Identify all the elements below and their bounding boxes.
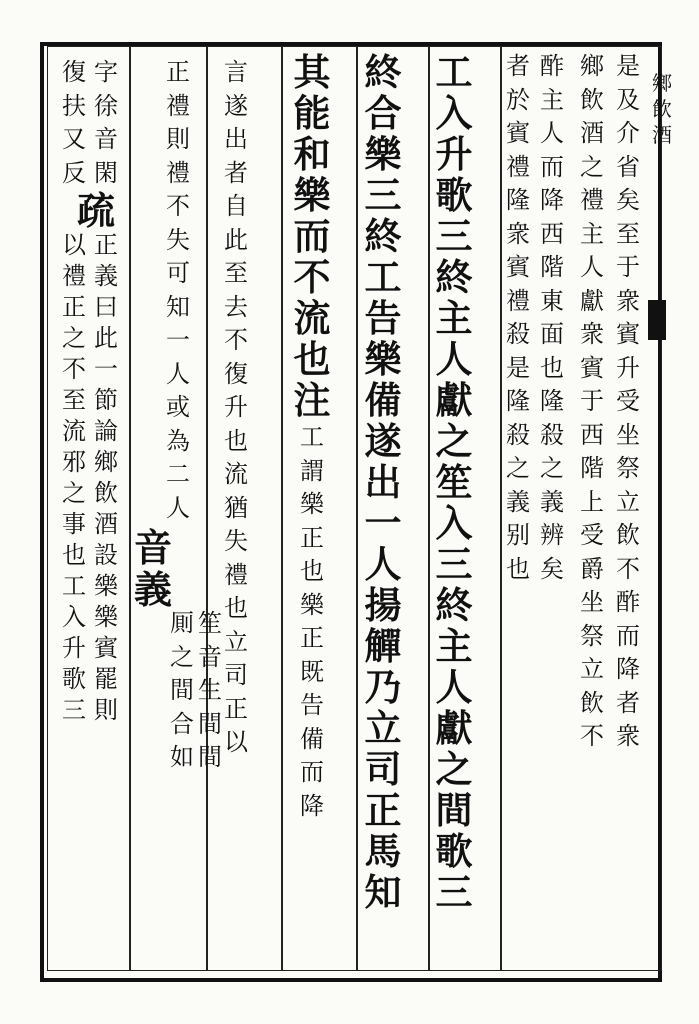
commentary-char: 降: [540, 186, 564, 214]
commentary-char: 别: [506, 521, 530, 549]
main-char: 正: [364, 788, 402, 832]
commentary-char: 衆: [616, 722, 640, 750]
commentary-char: 受: [616, 387, 640, 415]
commentary-char: 禮: [506, 152, 530, 181]
commentary-char: 之: [580, 152, 604, 181]
commentary-line: [92, 230, 120, 726]
commentary-char: 隆: [506, 387, 530, 415]
commentary-char: 賓: [94, 634, 118, 662]
commentary-char: 人: [166, 359, 190, 388]
commentary-char: 笙: [198, 609, 222, 637]
main-text-column: [362, 52, 404, 913]
main-char: 馬: [364, 829, 402, 873]
commentary-char: 階: [540, 253, 564, 281]
commentary-char: 矣: [540, 554, 564, 583]
commentary-char: 省: [616, 152, 640, 181]
commentary-char: 殺: [506, 320, 530, 348]
commentary-line: [168, 607, 196, 775]
commentary-char: 酒: [580, 119, 604, 147]
label-char: 音: [133, 525, 172, 570]
yinyi-label: [132, 527, 174, 611]
main-char: 之: [435, 747, 473, 791]
commentary-char: 不: [166, 192, 190, 220]
commentary-char: 衆: [506, 219, 530, 248]
commentary-char: 音: [94, 125, 118, 153]
commentary-char: 此: [94, 324, 118, 352]
main-char: 主: [435, 624, 473, 668]
main-char: 歌: [435, 829, 473, 873]
commentary-char: 賓: [616, 320, 640, 348]
main-char: 工: [435, 50, 473, 94]
commentary-char: 工: [62, 572, 86, 600]
commentary-char: 賓: [580, 353, 604, 382]
commentary-char: 禮: [506, 286, 530, 315]
main-char: 獻: [435, 378, 473, 422]
commentary-char: 於: [506, 85, 530, 114]
commentary-char: 坐: [580, 588, 604, 616]
commentary-line: [298, 421, 326, 823]
shu-label: [75, 190, 117, 232]
commentary-char: 升: [224, 393, 248, 421]
commentary-char: 義: [540, 487, 564, 516]
commentary-char: 知: [166, 292, 190, 321]
main-char: 也: [293, 337, 331, 381]
commentary-char: 三: [62, 696, 86, 724]
column-rule: [356, 46, 358, 971]
commentary-column: [60, 56, 120, 726]
commentary-char: 不: [616, 554, 640, 583]
commentary-line: [504, 50, 532, 586]
main-char: 三: [435, 214, 473, 258]
commentary-char: 復: [62, 58, 86, 86]
commentary-char: 及: [616, 85, 640, 114]
commentary-char: 殺: [506, 420, 530, 449]
margin-title-text: 鄉飲酒: [652, 71, 672, 147]
commentary-char: 飲: [580, 688, 604, 717]
main-char: 工: [364, 255, 402, 299]
commentary-char: 論: [94, 417, 118, 445]
column-rule: [428, 46, 430, 971]
main-char: 入: [435, 91, 473, 135]
commentary-char: 酒: [94, 510, 118, 538]
label-char: 疏: [76, 188, 115, 233]
commentary-char: 則: [94, 696, 118, 724]
main-char: 終: [435, 583, 473, 627]
main-char: 和: [293, 132, 331, 176]
commentary-char: 告: [300, 691, 324, 719]
commentary-char: 樂: [300, 490, 324, 518]
main-char: 獻: [435, 706, 473, 750]
main-char: 笙: [435, 460, 473, 504]
commentary-char: 樂: [300, 590, 324, 619]
commentary-char: 又: [62, 125, 86, 153]
commentary-char: 階: [580, 454, 604, 482]
commentary-char: 人: [166, 493, 190, 522]
main-char: 間: [435, 788, 473, 832]
commentary-char: 以: [224, 728, 248, 756]
commentary-char: 者: [616, 688, 640, 717]
commentary-char: 西: [580, 420, 604, 449]
commentary-char: 流: [62, 417, 86, 445]
commentary-line: [92, 56, 120, 190]
commentary-line: [196, 607, 224, 775]
commentary-char: 禮: [580, 186, 604, 214]
commentary-char: 賓: [506, 253, 530, 281]
main-char: 出: [364, 460, 402, 504]
commentary-column: [133, 56, 222, 775]
commentary-char: 殺: [540, 420, 564, 449]
commentary-char: 主: [540, 85, 564, 114]
commentary-line: [614, 50, 642, 754]
commentary-char: 入: [62, 603, 86, 631]
commentary-char: 樂: [94, 572, 118, 600]
commentary-char: 節: [94, 386, 118, 414]
commentary-char: 祭: [616, 454, 640, 482]
commentary-char: 酢: [540, 52, 564, 80]
page-inner-border: [47, 46, 662, 971]
commentary-char: 正: [300, 624, 324, 652]
commentary-char: 合: [170, 709, 194, 738]
commentary-char: 至: [224, 259, 248, 287]
commentary-char: 是: [506, 353, 530, 382]
commentary-char: 流: [224, 460, 248, 488]
commentary-char: 介: [616, 119, 640, 147]
commentary-line: [60, 56, 88, 190]
commentary-char: 曰: [94, 293, 118, 321]
commentary-char: 言: [224, 58, 248, 86]
commentary-char: 去: [224, 292, 248, 321]
main-char: 終: [435, 255, 473, 299]
commentary-char: 司: [224, 661, 248, 689]
main-text-column: [291, 52, 333, 823]
column-rule: [281, 46, 283, 971]
main-char: 遂: [364, 419, 402, 463]
commentary-char: 賓: [506, 119, 530, 147]
main-char: 能: [293, 91, 331, 135]
commentary-char: 飲: [580, 85, 604, 114]
commentary-char: 正: [224, 694, 248, 723]
commentary-char: 之: [62, 324, 86, 352]
main-text-column: [433, 52, 475, 913]
commentary-char: 飲: [616, 521, 640, 549]
commentary-char: 工: [300, 423, 324, 451]
commentary-char: 西: [540, 219, 564, 248]
main-char: 樂: [293, 173, 331, 217]
main-char: 觶: [364, 624, 402, 668]
main-char: 其: [293, 50, 331, 94]
commentary-char: 如: [170, 743, 194, 771]
commentary-line: [164, 56, 192, 525]
commentary-char: 于: [616, 253, 640, 281]
main-char: 人: [364, 542, 402, 586]
main-char: 終: [364, 214, 402, 258]
commentary-char: 是: [616, 52, 640, 80]
commentary-char: 樂: [94, 603, 118, 631]
commentary-char: 扶: [62, 91, 86, 120]
label-char: 義: [133, 567, 172, 612]
main-char: 主: [435, 296, 473, 340]
commentary-line: [222, 56, 250, 760]
commentary-char: 鄉: [580, 52, 604, 80]
commentary-char: 義: [506, 487, 530, 516]
commentary-char: 辨: [540, 521, 564, 549]
commentary-char: 立: [224, 627, 248, 656]
commentary-char: 事: [62, 510, 86, 538]
main-char: 揚: [364, 583, 402, 627]
commentary-char: 義: [94, 262, 118, 290]
main-char: 流: [293, 296, 331, 340]
commentary-char: 生: [198, 676, 222, 704]
commentary-char: 至: [616, 219, 640, 248]
commentary-char: 不: [62, 355, 86, 383]
margin-title: [648, 70, 676, 148]
commentary-char: 厠: [170, 609, 194, 637]
commentary-char: 設: [94, 541, 118, 569]
commentary-char: 東: [540, 286, 564, 315]
commentary-char: 者: [224, 158, 248, 187]
commentary-char: 間: [198, 743, 222, 771]
main-char: 不: [293, 255, 331, 299]
main-char: 乃: [364, 665, 402, 709]
commentary-char: 正: [62, 293, 86, 321]
main-char: 樂: [364, 337, 402, 381]
commentary-char: 受: [580, 521, 604, 549]
commentary-char: 也: [224, 594, 248, 622]
margin-fishtail: [648, 300, 666, 340]
commentary-char: 于: [580, 387, 604, 415]
commentary-char: 至: [62, 386, 86, 414]
main-char: 之: [435, 419, 473, 463]
commentary-char: 立: [616, 487, 640, 516]
commentary-char: 間: [198, 709, 222, 738]
commentary-char: 之: [540, 454, 564, 482]
commentary-char: 坐: [616, 420, 640, 449]
commentary-char: 自: [224, 192, 248, 220]
commentary-char: 反: [62, 158, 86, 187]
commentary-char: 降: [300, 791, 324, 820]
commentary-char: 也: [506, 554, 530, 583]
main-char: 知: [364, 870, 402, 914]
commentary-char: 禮: [166, 91, 190, 120]
main-char: 一: [364, 501, 402, 545]
commentary-char: 主: [580, 219, 604, 248]
commentary-char: 而: [616, 621, 640, 650]
commentary-char: 罷: [94, 665, 118, 693]
main-char: 三: [364, 173, 402, 217]
commentary-char: 遂: [224, 91, 248, 120]
commentary-char: 鄉: [94, 448, 118, 476]
commentary-char: 矣: [616, 186, 640, 214]
commentary-line: [578, 50, 606, 754]
main-char: 歌: [435, 173, 473, 217]
main-char: 注: [293, 378, 331, 422]
commentary-char: 正: [300, 523, 324, 552]
column-rule: [206, 46, 208, 971]
commentary-char: 徐: [94, 91, 118, 120]
commentary-char: 也: [62, 541, 86, 569]
main-char: 備: [364, 378, 402, 422]
commentary-char: 失: [224, 527, 248, 555]
commentary-char: 出: [224, 125, 248, 153]
main-char: 告: [364, 296, 402, 340]
commentary-char: 獻: [580, 286, 604, 315]
commentary-line: [60, 230, 88, 726]
commentary-char: 爵: [580, 554, 604, 583]
commentary-char: 升: [616, 353, 640, 382]
commentary-char: 衆: [616, 286, 640, 315]
main-char: 升: [435, 132, 473, 176]
commentary-char: 禮: [224, 560, 248, 589]
commentary-char: 閑: [94, 158, 118, 187]
commentary-char: 而: [540, 152, 564, 181]
commentary-char: 飲: [94, 479, 118, 507]
column-rule: [129, 46, 131, 971]
commentary-char: 邪: [62, 448, 86, 476]
commentary-char: 之: [506, 454, 530, 482]
commentary-char: 降: [616, 655, 640, 683]
commentary-char: 二: [166, 460, 190, 488]
commentary-char: 之: [170, 642, 194, 671]
commentary-char: 既: [300, 657, 324, 686]
commentary-char: 也: [224, 426, 248, 455]
commentary-char: 禮: [166, 158, 190, 187]
main-char: 樂: [364, 132, 402, 176]
commentary-char: 音: [198, 642, 222, 671]
commentary-char: 也: [300, 557, 324, 585]
main-char: 入: [435, 501, 473, 545]
main-char: 人: [435, 337, 473, 381]
commentary-char: 酢: [616, 588, 640, 616]
commentary-char: 以: [62, 231, 86, 259]
commentary-char: 禮: [62, 262, 86, 290]
commentary-char: 間: [170, 676, 194, 704]
commentary-char: 上: [580, 487, 604, 516]
main-char: 三: [435, 542, 473, 586]
commentary-char: 人: [540, 119, 564, 147]
commentary-char: 一: [166, 326, 190, 354]
commentary-char: 隆: [506, 186, 530, 214]
commentary-char: 者: [506, 52, 530, 80]
commentary-char: 可: [166, 259, 190, 287]
main-char: 三: [435, 870, 473, 914]
commentary-char: 備: [300, 724, 324, 753]
commentary-char: 正: [166, 58, 190, 86]
commentary-char: 為: [166, 426, 190, 455]
commentary-char: 而: [300, 758, 324, 786]
commentary-char: 隆: [540, 387, 564, 415]
commentary-char: 不: [580, 722, 604, 750]
commentary-line: [538, 50, 566, 586]
commentary-char: 謂: [300, 456, 324, 485]
commentary-char: 失: [166, 225, 190, 254]
commentary-char: 此: [224, 225, 248, 254]
main-char: 合: [364, 91, 402, 135]
commentary-char: 字: [94, 58, 118, 86]
commentary-char: 升: [62, 634, 86, 662]
commentary-char: 不: [224, 326, 248, 354]
commentary-char: 衆: [580, 320, 604, 348]
commentary-char: 立: [580, 655, 604, 683]
main-char: 立: [364, 706, 402, 750]
main-char: 司: [364, 747, 402, 791]
main-char: 人: [435, 665, 473, 709]
commentary-char: 則: [166, 125, 190, 153]
commentary-char: 祭: [580, 621, 604, 650]
main-char: 終: [364, 50, 402, 94]
commentary-char: 猶: [224, 493, 248, 522]
commentary-char: 歌: [62, 665, 86, 693]
commentary-char: 人: [580, 253, 604, 281]
main-char: 而: [293, 214, 331, 258]
column-rule: [500, 46, 502, 971]
commentary-char: 復: [224, 359, 248, 388]
commentary-char: 一: [94, 355, 118, 383]
commentary-char: 面: [540, 320, 564, 348]
commentary-char: 或: [166, 393, 190, 421]
commentary-char: 正: [94, 231, 118, 259]
commentary-char: 也: [540, 353, 564, 382]
commentary-char: 之: [62, 479, 86, 507]
